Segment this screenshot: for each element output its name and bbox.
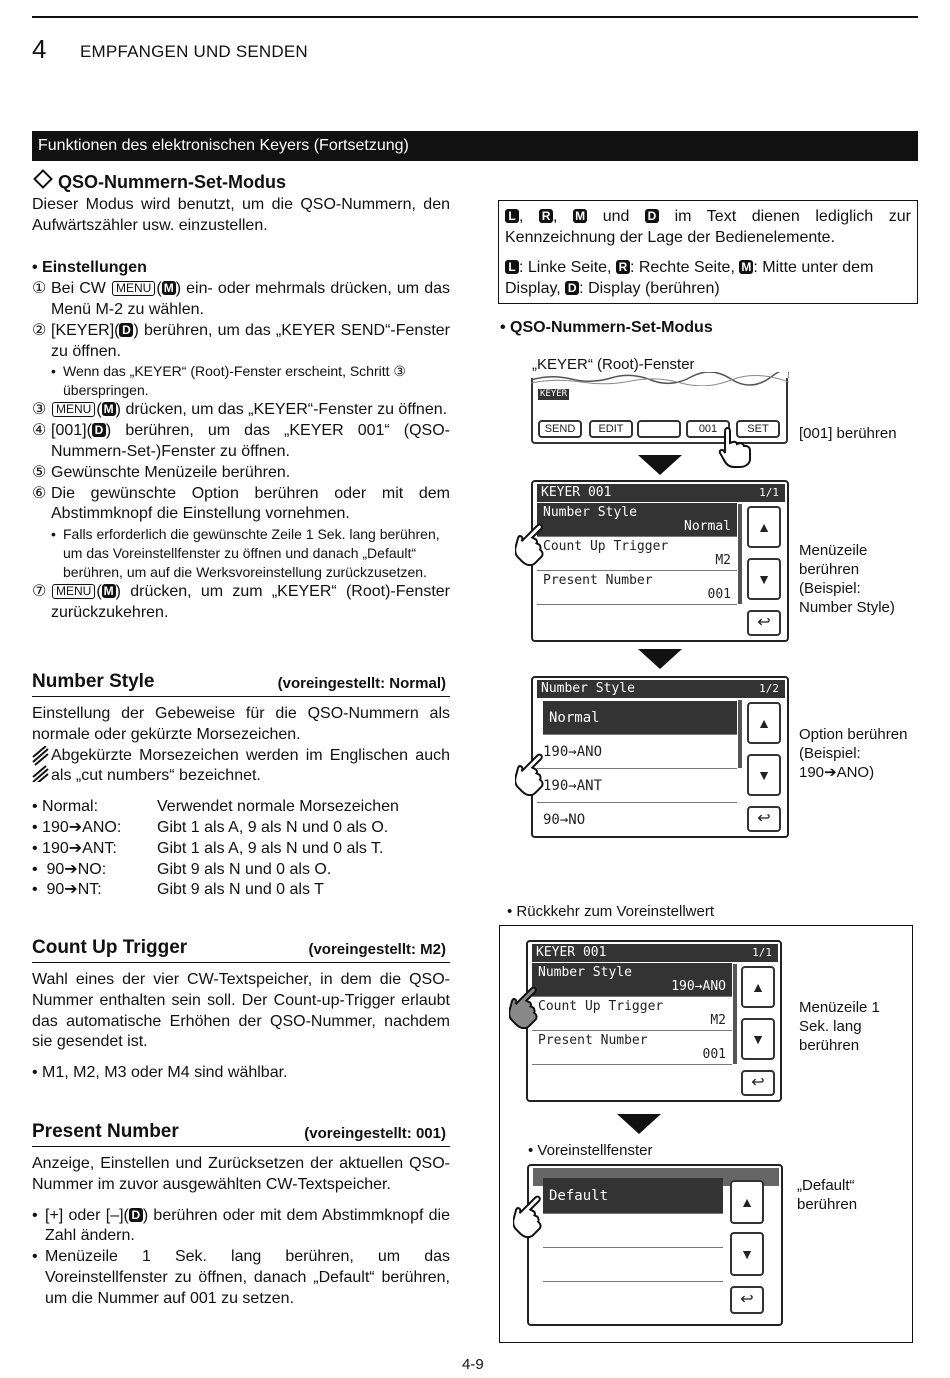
scrollbar[interactable] xyxy=(738,504,742,604)
badge-d: D xyxy=(92,423,106,437)
row-present-number[interactable]: Present Number 001 xyxy=(537,571,737,605)
badge-l: L xyxy=(505,260,519,274)
finger-icon xyxy=(509,985,545,1029)
up-button[interactable]: ▲ xyxy=(747,702,781,744)
count-up-bullet: • M1, M2, M3 oder M4 sind wählbar. xyxy=(32,1064,288,1082)
number-style-text: Einstellung der Gebeweise für die QSO-Nummern als normale oder gekürzte Morsezeichen. xyxy=(32,705,450,743)
return-button[interactable]: ↩ xyxy=(747,806,781,832)
option-item: • Normal: Verwendet normale Morsezeichen xyxy=(32,798,399,816)
set-button[interactable]: SET xyxy=(736,420,780,438)
lcd-title: KEYER 001 1/1 xyxy=(537,484,785,502)
badge-d: D xyxy=(129,1208,143,1222)
down-arrow-icon xyxy=(638,455,682,475)
badge-r: R xyxy=(616,260,630,274)
preset-screen xyxy=(527,1164,783,1326)
legend-box: L , R , M und D im Text dienen lediglich zur Kennzeichnung der Lage der Bedienelemente. L : Linke Seite, R : Rechte Seite, M : Mitte unter dem Display, D : Display (berühren) xyxy=(498,200,918,304)
button-001[interactable]: 001 xyxy=(686,420,730,438)
up-button[interactable]: ▲ xyxy=(730,1180,764,1224)
down-button[interactable]: ▼ xyxy=(747,754,781,796)
step-4: ④ [001]( D ) berühren, um das „KEYER 001“ (QSO-Nummern-Set-)Fenster zu öffnen. xyxy=(32,422,450,460)
row-count-up[interactable]: Count Up Trigger M2 xyxy=(532,997,732,1031)
count-up-heading xyxy=(32,936,450,963)
finger-icon xyxy=(513,1194,549,1238)
option-190-ano[interactable]: 190→ANO xyxy=(537,735,737,769)
present-number-body xyxy=(32,1154,450,1310)
badge-m: M xyxy=(103,584,114,599)
badge-d: D xyxy=(119,323,133,337)
send-button[interactable]: SEND xyxy=(538,420,582,438)
badge-m: M xyxy=(575,209,586,223)
option-item: • 190➔ANO: Gibt 1 als A, 9 als N und 0 als O. xyxy=(32,818,389,836)
torn-edge xyxy=(531,372,789,386)
number-style-title: Number Style xyxy=(32,671,155,692)
number-style-heading xyxy=(32,670,450,697)
badge-l: L xyxy=(505,209,519,223)
default-option[interactable]: Default xyxy=(543,1178,723,1214)
preset-caption: • Voreinstellfenster xyxy=(528,1142,653,1159)
count-up-body xyxy=(32,970,450,1084)
badge-m: M xyxy=(163,281,174,296)
present-number-heading xyxy=(32,1120,450,1147)
note-step-2: • Wenn das „KEYER“ (Root)-Fenster erscheint, Schritt ③ überspringen. xyxy=(51,363,406,399)
return-button[interactable]: ↩ xyxy=(741,1070,775,1096)
finger-icon xyxy=(515,752,551,796)
return-caption: • Rückkehr zum Voreinstellwert xyxy=(507,903,714,920)
row-number-style[interactable]: Number Style Normal xyxy=(537,503,737,537)
keyer001b-screen xyxy=(526,940,782,1102)
return-button[interactable]: ↩ xyxy=(747,610,781,636)
scrollbar[interactable] xyxy=(738,700,742,768)
section-title: QSO-Nummern-Set-Modus xyxy=(58,172,287,192)
down-button[interactable]: ▼ xyxy=(730,1232,764,1276)
root-note: [001] berühren xyxy=(799,425,897,442)
keyer001b-note: Menüzeile 1 Sek. lang berühren xyxy=(799,999,880,1054)
present-number-title: Present Number xyxy=(32,1121,179,1142)
row-number-style[interactable]: Number Style 190→ANO xyxy=(532,963,732,997)
section-banner: Funktionen des elektronischen Keyers (Fortsetzung) xyxy=(32,131,918,161)
menu-key: MENU xyxy=(52,584,95,599)
menu-key: MENU xyxy=(52,402,95,417)
step-6: ⑥ Die gewünschte Option berühren oder mit dem Abstimmknopf die Einstellung vornehmen. xyxy=(32,484,450,523)
preset-note: „Default“ berühren xyxy=(797,1177,858,1213)
top-rule xyxy=(32,16,918,18)
up-button[interactable]: ▲ xyxy=(741,966,775,1008)
finger-icon xyxy=(515,522,551,566)
badge-m: M xyxy=(103,402,114,417)
number-style-body xyxy=(32,704,450,901)
row-count-up[interactable]: Count Up Trigger M2 xyxy=(537,537,737,571)
lcd-title: Number Style 1/2 xyxy=(537,680,785,698)
badge-d: D xyxy=(645,209,659,223)
scrollbar[interactable] xyxy=(733,964,737,1064)
number-style-screen xyxy=(531,676,789,838)
note-hatch-icon xyxy=(32,746,51,782)
row-present-number[interactable]: Present Number 001 xyxy=(532,1031,732,1065)
finger-icon xyxy=(717,425,753,469)
lcd-title: KEYER 001 1/1 xyxy=(532,944,778,962)
number-style-options xyxy=(32,797,450,901)
step-3: ③ MENU ( M ) drücken, um das „KEYER“-Fenster zu öffnen. xyxy=(32,401,448,419)
menu-key: MENU xyxy=(112,281,155,296)
settings-label: • Einstellungen xyxy=(32,259,147,277)
keyer001-note: Menüzeile berühren (Beispiel: Number Style) xyxy=(799,542,895,616)
down-arrow-icon xyxy=(617,1114,661,1134)
down-button[interactable]: ▼ xyxy=(741,1018,775,1060)
right-section-title: • QSO-Nummern-Set-Modus xyxy=(500,319,713,336)
page-number: 4-9 xyxy=(462,1356,484,1373)
blank-button[interactable] xyxy=(637,420,681,438)
present-number-text: Anzeige, Einstellen und Zurücksetzen der aktuellen QSO-Nummer im zuvor ausgewählten CW-Textspeicher. xyxy=(32,1155,450,1193)
badge-d: D xyxy=(565,281,579,295)
qso-section xyxy=(32,172,450,624)
present-number-bullet-2: • Menüzeile 1 Sek. lang berühren, um das Voreinstellfenster zu öffnen, danach „Default“ berühren, um die Nummer auf 001 zu setzen. xyxy=(32,1248,450,1307)
down-arrow-icon xyxy=(638,649,682,669)
blank-row xyxy=(543,1214,723,1248)
step-5: ⑤ Gewünschte Menüzeile berühren. xyxy=(32,463,291,481)
chapter-number: 4 xyxy=(32,34,47,64)
count-up-title: Count Up Trigger xyxy=(32,937,188,958)
step-2: ② [KEYER]( D ) berühren, um das „KEYER SEND“-Fenster zu öffnen. xyxy=(32,321,450,360)
option-item: • 90➔NO: Gibt 9 als N und 0 als O. xyxy=(32,860,332,878)
step-7: ⑦ MENU ( M ) drücken, um zum „KEYER“ (Root)-Fenster zurückzukehren. xyxy=(32,583,450,621)
note-step-6: • Falls erforderlich die gewünschte Zeile 1 Sek. lang berühren, um das Voreinstellfenster zu öffnen und danach „Default“ berühren, um auf die Werksvoreinstellung zurückzusetzen. xyxy=(51,526,440,581)
edit-button[interactable]: EDIT xyxy=(589,420,633,438)
up-button[interactable]: ▲ xyxy=(747,506,781,548)
section-intro: Dieser Modus wird benutzt, um die QSO-Nummern, den Aufwärtszähler usw. einzustellen. xyxy=(32,195,450,234)
blank-row xyxy=(543,1248,723,1282)
option-item: • 190➔ANT: Gibt 1 als A, 9 als N und 0 als T. xyxy=(32,839,384,857)
mode-label: KEYER xyxy=(540,389,568,399)
badge-r: R xyxy=(539,209,553,223)
option-normal[interactable]: Normal xyxy=(543,701,737,735)
present-number-default: (voreingestellt: 001) xyxy=(304,1125,446,1142)
root-caption: „KEYER“ (Root)-Fenster xyxy=(532,356,695,373)
step-1: ① Bei CW MENU ( M ) ein- oder mehrmals drücken, um das Menü M-2 zu wählen. xyxy=(32,280,451,318)
option-190-ant[interactable]: 190→ANT xyxy=(537,769,737,803)
down-button[interactable]: ▼ xyxy=(747,558,781,600)
return-button[interactable]: ↩ xyxy=(730,1286,764,1314)
number-style-default: (voreingestellt: Normal) xyxy=(277,675,446,692)
chapter-title: EMPFANGEN UND SENDEN xyxy=(80,42,308,61)
badge-m: M xyxy=(741,260,752,274)
keyer001-screen xyxy=(531,480,789,642)
option-90-no[interactable]: 90→NO xyxy=(543,812,586,828)
number-style-note: Abgekürzte Morsezeichen werden im Englischen auch als „cut numbers“ bezeichnet. xyxy=(32,746,450,788)
diamond-icon xyxy=(33,169,53,189)
present-number-bullet-1: • [+] oder [–]( D ) berühren oder mit dem Abstimmknopf die Zahl ändern. xyxy=(32,1206,450,1245)
count-up-text: Wahl eines der vier CW-Textspeicher, in dem die QSO-Nummer enthalten sein soll. Der Count-up-Trigger erlaubt das automatische Erhöhen der QSO-Nummer, nachdem sie gesendet ist. xyxy=(32,971,450,1051)
ns-note: Option berühren (Beispiel: 190➔ANO) xyxy=(799,726,908,781)
count-up-default: (voreingestellt: M2) xyxy=(308,941,446,958)
option-item: • 90➔NT: Gibt 9 als N und 0 als T xyxy=(32,881,324,899)
